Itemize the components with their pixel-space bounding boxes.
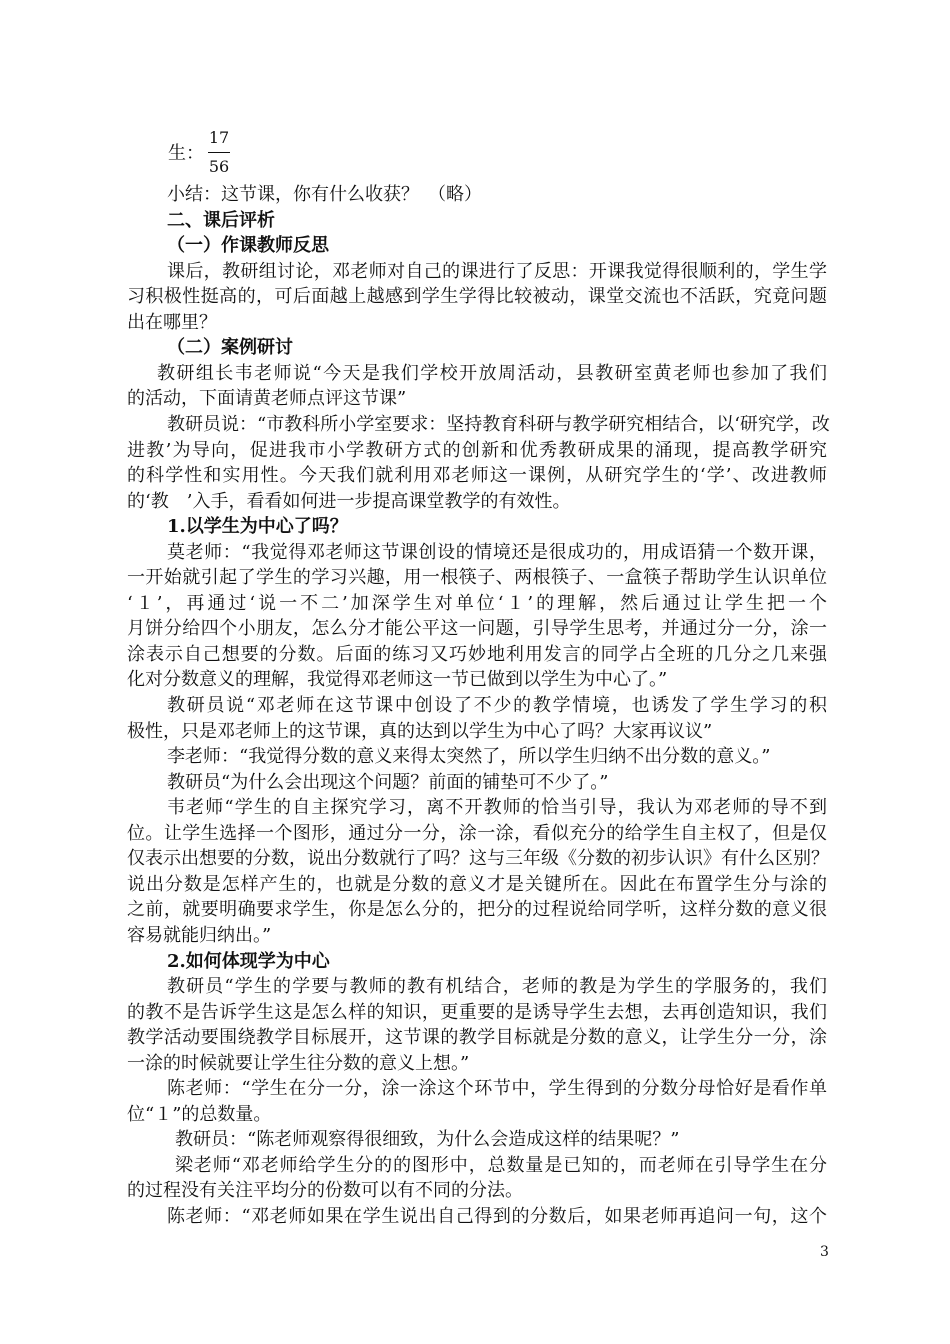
text-line: 月饼分给四个小朋友，怎么分才能公平这一问题，引导学生思考，并通过分一分，涂一	[127, 618, 827, 640]
section-heading: （二）案例研讨	[167, 337, 293, 359]
text-line: 的过程没有关注平均分的份数可以有不同的分法。	[127, 1180, 523, 1202]
text-line: 教研员：“陈老师观察得很细致，为什么会造成这样的结果呢？”	[175, 1129, 680, 1151]
text-line: 一开始就引起了学生的学习兴趣，用一根筷子、两根筷子、一盒筷子帮助学生认识单位	[127, 567, 827, 589]
text-line: 的活动，下面请黄老师点评这节课”	[127, 388, 407, 410]
fraction-numerator: 17	[208, 127, 230, 147]
text-line: 的教不是告诉学生这是怎么样的知识，更重要的是诱导学生去想，去再创造知识，我们	[127, 1001, 827, 1023]
text-line: 化对分数意义的理解，我觉得邓老师这一节已做到以学生为中心了。”	[127, 669, 668, 691]
section-heading: 1.以学生为中心了吗？	[167, 516, 348, 538]
student-answer-fraction	[168, 122, 230, 182]
text-line: 的科学性和实用性。今天我们就利用邓老师这一课例，从研究学生的‘学’、改进教师	[127, 465, 827, 487]
text-line: 教研员“学生的学要与教师的教有机结合，老师的教是为学生的学服务的，我们	[167, 976, 827, 998]
text-line: 习积极性挺高的，可后面越上越感到学生学得比较被动，课堂交流也不活跃，究竟问题	[127, 286, 827, 308]
text-line: 进教’为导向，促进我市小学教研方式的创新和优秀教研成果的涌现，提高教学研究	[127, 439, 827, 461]
text-line: 教研员“为什么会出现这个问题？前面的铺垫可不少了。”	[167, 771, 609, 793]
text-line: 李老师：“我觉得分数的意义来得太突然了，所以学生归纳不出分数的意义。”	[167, 746, 771, 768]
text-line: 陈老师：“邓老师如果在学生说出自己得到的分数后，如果老师再追问一句，这个	[167, 1206, 827, 1227]
text-line: 莫老师：“我觉得邓老师这节课创设的情境还是很成功的，用成语猜一个数开课，	[167, 541, 827, 563]
text-line: 教研组长韦老师说“今天是我们学校开放周活动，县教研室黄老师也参加了我们	[157, 362, 827, 384]
section-heading: 2.如何体现学为中心	[167, 950, 330, 972]
fraction-bar	[208, 152, 230, 153]
page-number: 3	[820, 1244, 829, 1260]
text-line: 说出分数是怎样产生的，也就是分数的意义才是关键所在。因此在布置学生分与涂的	[127, 873, 827, 895]
text-line: 课后，教研组讨论，邓老师对自己的课进行了反思：开课我觉得很顺利的，学生学	[167, 260, 827, 282]
text-line: 涂表示自己想要的分数。后面的练习又巧妙地利用发言的同学占全班的几分之几来强	[127, 643, 827, 665]
fraction-denominator: 56	[208, 156, 230, 176]
text-line: 教研员说：“市教科所小学室要求：坚持教育科研与教学研究相结合，以‘研究学，改	[167, 413, 830, 435]
text-line: 位“１”的总数量。	[127, 1103, 272, 1125]
text-line: 一涂的时候就要让学生往分数的意义上想。”	[127, 1052, 470, 1074]
text-line: 容易就能归纳出。”	[127, 924, 272, 946]
text-line: 位。让学生选择一个图形，通过分一分，涂一涂，看似充分的给学生自主权了，但是仅	[127, 822, 827, 844]
text-line: 教学活动要围绕教学目标展开，这节课的教学目标就是分数的意义，让学生分一分，涂	[127, 1027, 827, 1049]
text-line: 仅表示出想要的分数，说出分数就行了吗？这与三年级《分数的初步认识》有什么区别？	[127, 848, 829, 870]
text-line: 韦老师“学生的自主探究学习，离不开教师的恰当引导，我认为邓老师的导不到	[167, 797, 827, 819]
text-line: 极性，只是邓老师上的这节课，真的达到以学生为中心了吗？大家再议议”	[127, 720, 713, 742]
text-line: 之前，就要明确要求学生，你是怎么分的，把分的过程说给同学听，这样分数的意义很	[127, 899, 827, 921]
text-line: 梁老师“邓老师给学生分的的图形中，总数量是已知的，而老师在引导学生在分	[175, 1154, 827, 1176]
text-line: 的‘教 ’入手，看看如何进一步提高课堂教学的有效性。	[127, 490, 571, 512]
text-line: 陈老师：“学生在分一分，涂一涂这个环节中，学生得到的分数分母恰好是看作单	[167, 1078, 827, 1100]
text-line: 小结：这节课，你有什么收获？ （略）	[167, 184, 482, 205]
student-label: 生：	[168, 143, 204, 164]
text-line: ‘１’，再通过‘说一不二’加深学生对单位‘１’的理解，然后通过让学生把一个	[127, 592, 827, 614]
text-line: 教研员说“邓老师在这节课中创设了不少的教学情境，也诱发了学生学习的积	[167, 695, 827, 716]
section-heading: （一）作课教师反思	[167, 235, 329, 257]
section-heading: 二、课后评析	[167, 209, 275, 231]
text-line: 出在哪里？	[127, 311, 217, 333]
fraction	[208, 127, 230, 178]
